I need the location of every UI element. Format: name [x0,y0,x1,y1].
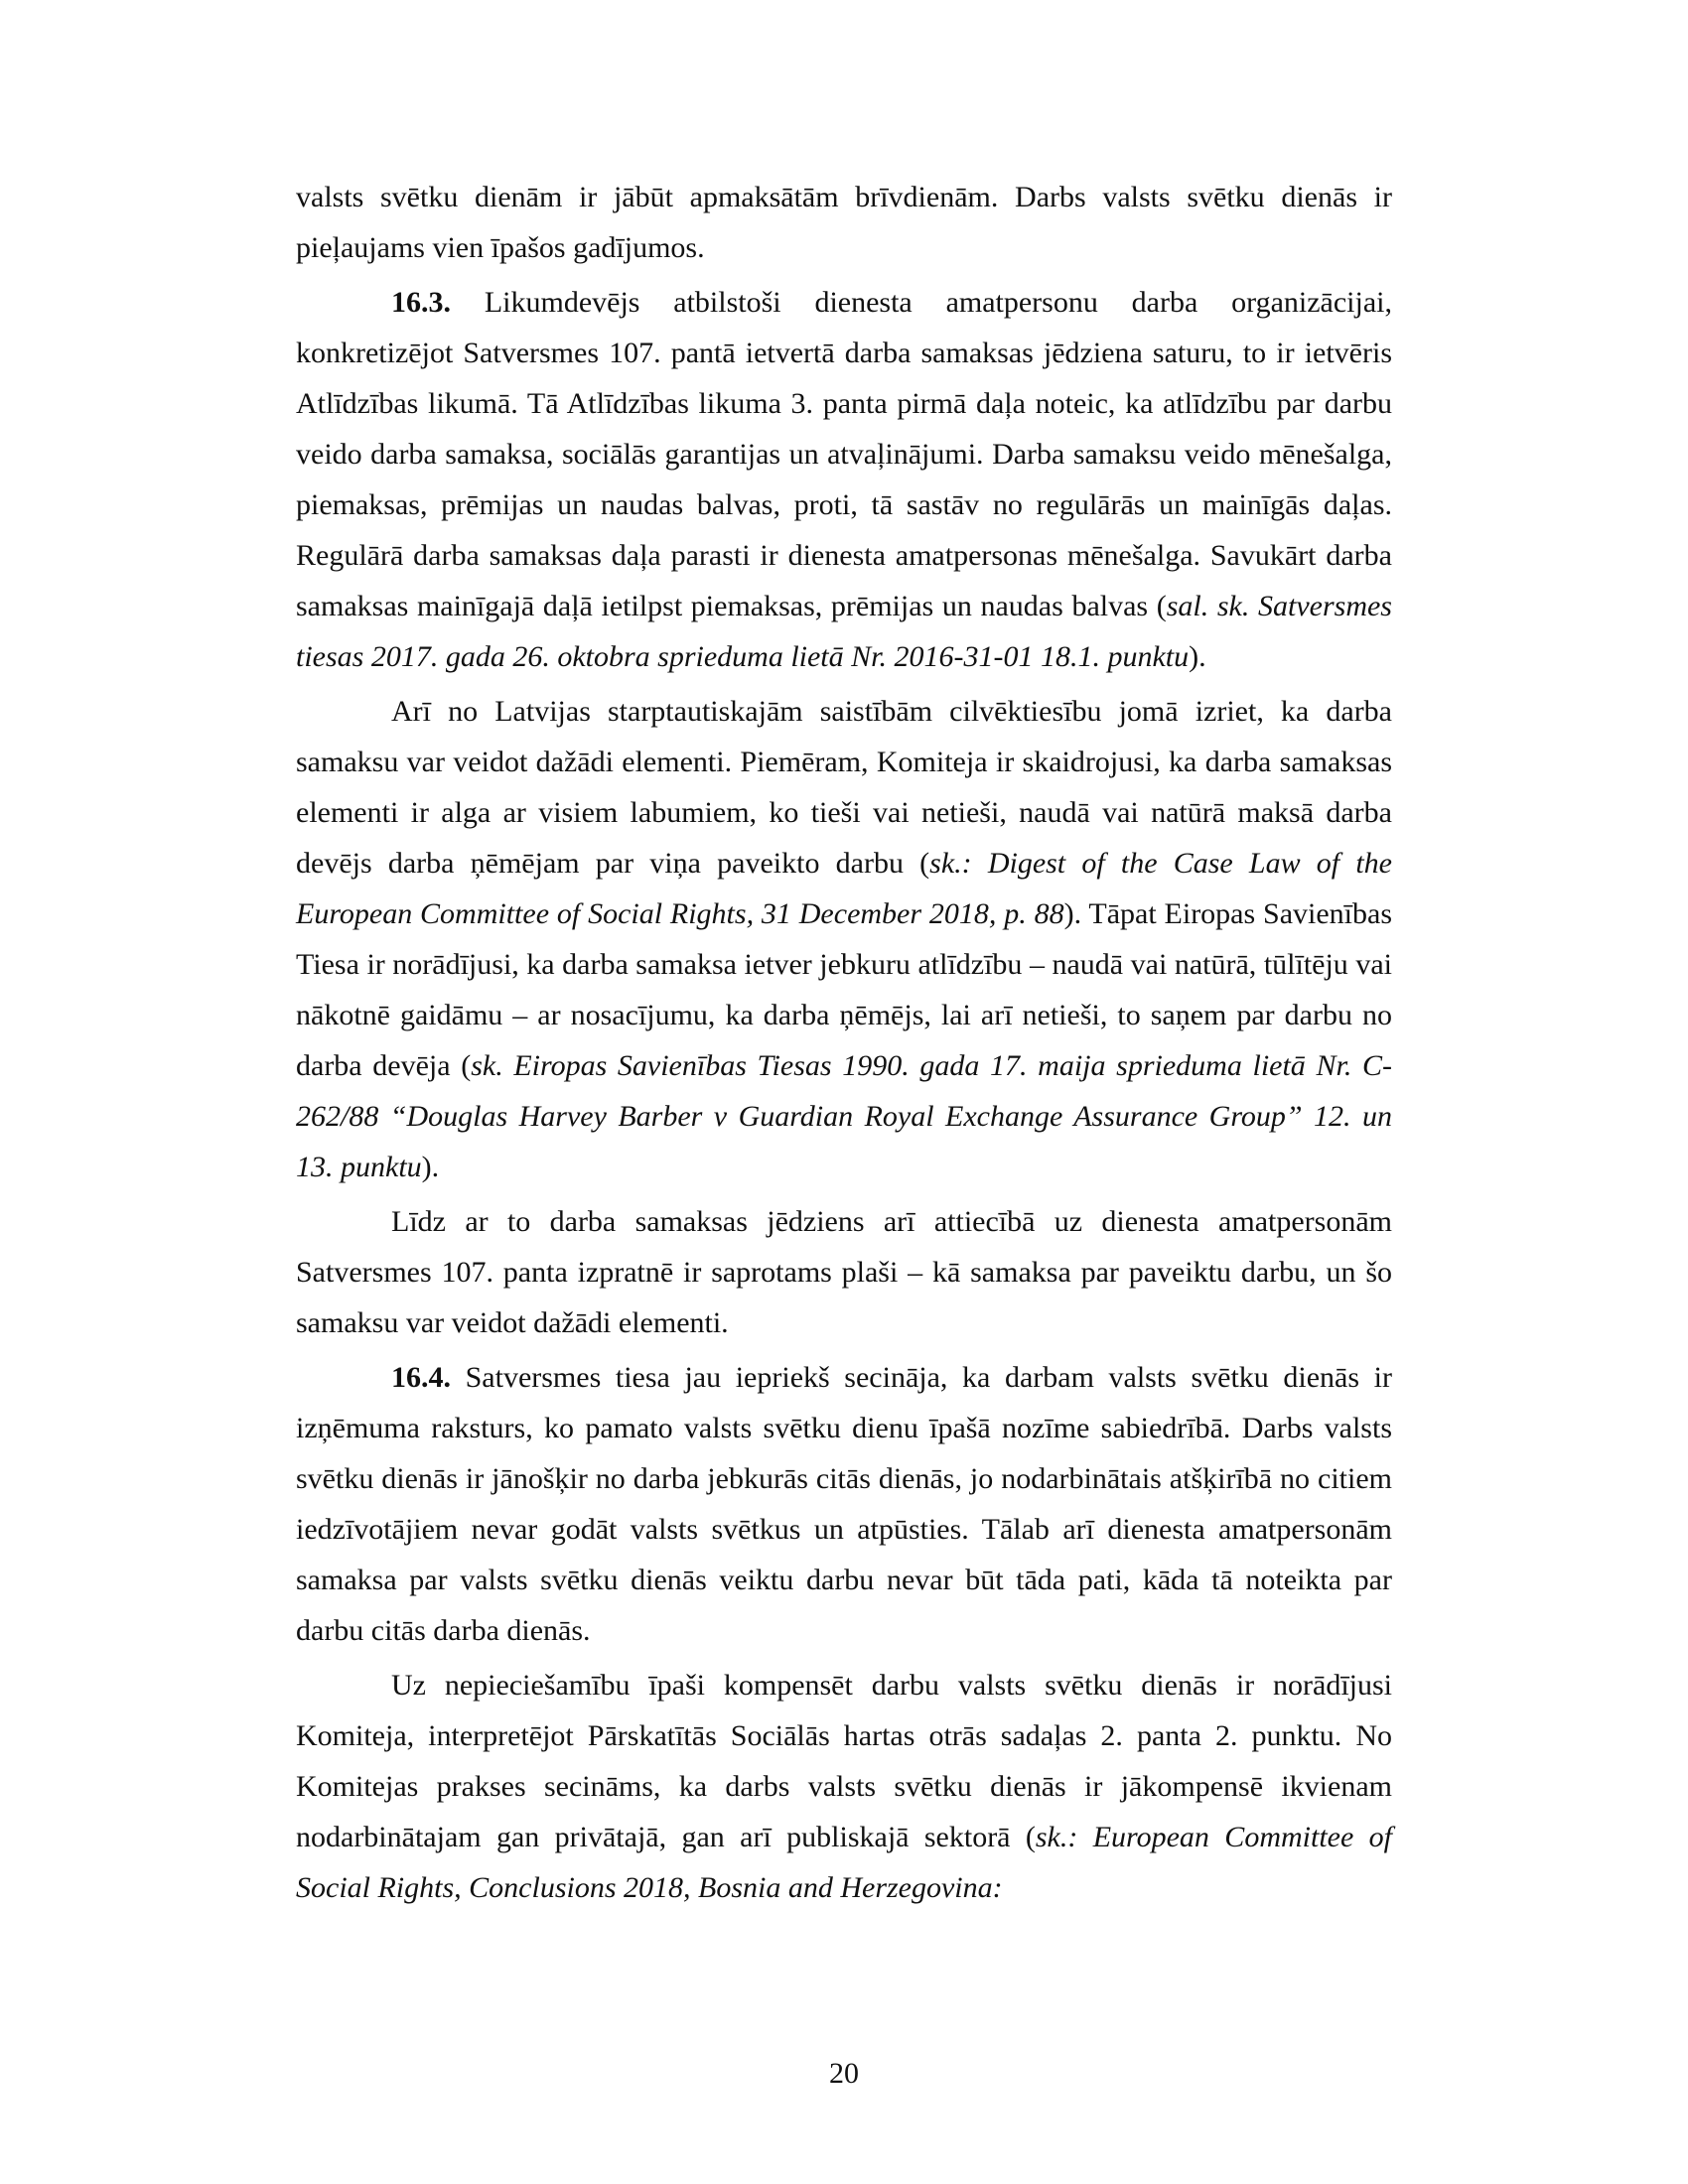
text-segment: Arī no Latvijas starptautiskajām saistībām cilvēktiesību jomā izriet, ka darba samaksu var veidot dažādi elementi. Piemēram, Komiteja ir skaidrojusi, ka darba samaksas elementi ir alga ar visiem labumiem, ko tieši vai netieši, naudā vai natūrā maksā darba devējs darba ņēmējam par viņa paveikto darbu ( [296,695,1392,880]
paragraph-international-obligations [296,686,1392,1192]
text-segment: Uz nepieciešamību īpaši kompensēt darbu valsts svētku dienās ir norādījusi Komiteja, interpretējot Pārskatītās Sociālās hartas otrās sadaļas 2. panta 2. punktu. No Komitejas prakses secināms, ka darbs valsts svētku dienās ir jākompensē ikvienam nodarbinātajam gan privātajā, gan arī publiskajā sektorā ( [296,1669,1392,1853]
paragraph-continuation [296,172,1392,273]
text-segment: Likumdevējs atbilstoši dienesta amatpersonu darba organizācijai, konkretizējot Satversmes 107. pantā ietvertā darba samaksas jēdziena saturu, to ir ietvēris Atlīdzības likumā. Tā Atlīdzības likuma 3. panta pirmā daļa noteic, ka atlīdzību par darbu veido darba samaksa, sociālās garantijas un atvaļinājumi. Darba samaksu veido mēnešalga, piemaksas, prēmijas un naudas balvas, proti, tā sastāv no regulārās un mainīgās daļas. Regulārā darba samaksas daļa parasti ir dienesta amatpersonas mēnešalga. Savukārt darba samaksas mainīgajā daļā ietilpst piemaksas, prēmijas un naudas balvas ( [296,286,1392,622]
paragraph-16-3 [296,277,1392,682]
text-segment: Satversmes tiesa jau iepriekš secināja, ka darbam valsts svētku dienās ir izņēmuma raksturs, ko pamato valsts svētku dienu īpašā nozīme sabiedrībā. Darbs valsts svētku dienās ir jānošķir no darba jebkurās citās dienās, jo nodarbinātais atšķirībā no citiem iedzīvotājiem nevar godāt valsts svētkus un atpūsties. Tālab arī dienesta amatpersonām samaksa par valsts svētku dienās veiktu darbu nevar būt tāda pati, kāda tā noteikta par darbu citās darba dienās. [296,1361,1392,1647]
paragraph-number: 16.4. [391,1361,451,1394]
paragraph-16-4 [296,1352,1392,1656]
text-segment: ). Tāpat Eiropas Savienības Tiesa ir norādījusi, ka darba samaksa ietver jebkuru atlīdzību – naudā vai natūrā, tūlītēju vai nākotnē gaidāmu – ar nosacījumu, ka darba ņēmējs, lai arī netieši, to saņem par darbu no darba devēja ( [296,897,1393,1082]
page-number: 20 [829,2057,859,2090]
document-body [296,172,1392,1913]
text-segment: ). [1189,640,1206,673]
paragraph-conclusion [296,1196,1392,1348]
paragraph-committee [296,1660,1392,1913]
citation: sk. Eiropas Savienības Tiesas 1990. gada 17. maija sprieduma lietā Nr. C-262/88 “Douglas Harvey Barber v Guardian Royal Exchange Assurance Group” 12. un 13. punktu [296,1049,1392,1183]
citation: sal. sk. Satversmes tiesas 2017. gada 26. oktobra sprieduma lietā Nr. 2016-31-01 18.1. punktu [296,590,1392,673]
paragraph-number: 16.3. [391,286,451,319]
text-segment: valsts svētku dienām ir jābūt apmaksātām brīvdienām. Darbs valsts svētku dienās ir pieļaujams vien īpašos gadījumos. [296,181,1392,264]
text-segment: Līdz ar to darba samaksas jēdziens arī attiecībā uz dienesta amatpersonām Satversmes 107. panta izpratnē ir saprotams plaši – kā samaksa par paveiktu darbu, un šo samaksu var veidot dažādi elementi. [296,1205,1392,1339]
citation: sk.: European Committee of Social Rights, Conclusions 2018, Bosnia and Herzegovina: [296,1821,1392,1904]
citation: sk.: Digest of the Case Law of the European Committee of Social Rights, 31 December 2018, p. 88 [296,847,1392,930]
text-segment: ). [421,1151,440,1183]
